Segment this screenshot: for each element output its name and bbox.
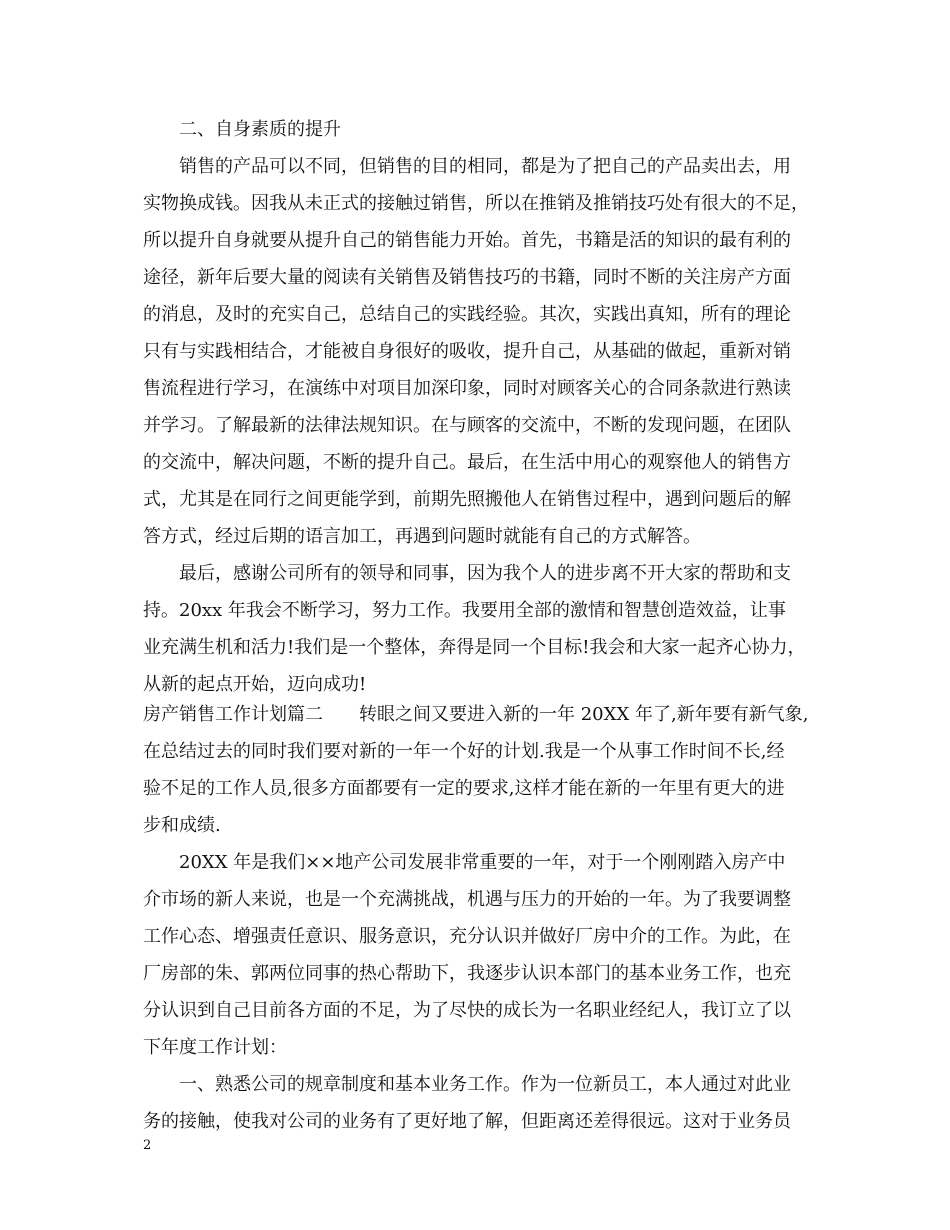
text-line: 验不足的工作人员,很多方面都要有一定的要求,这样才能在新的一年里有更大的进: [143, 778, 785, 799]
text-line: 式，尤其是在同行之间更能学到，前期先照搬他人在销售过程中，遇到问题后的解: [143, 489, 791, 510]
text-line: 的交流中，解决问题，不断的提升自己。最后，在生活中用心的观察他人的销售方: [143, 452, 791, 473]
text-line: 20XX 年是我们××地产公司发展非常重要的一年，对于一个刚刚踏入房产中: [179, 852, 786, 873]
text-line: 介市场的新人来说，也是一个充满挑战，机遇与压力的开始的一年。为了我要调整: [143, 889, 791, 910]
text-line: 最后，感谢公司所有的领导和同事，因为我个人的进步离不开大家的帮助和支: [179, 563, 791, 584]
text-line: 只有与实践相结合，才能被自身很好的吸收，提升自己，从基础的做起，重新对销: [143, 341, 791, 362]
text-line: 销售的产品可以不同，但销售的目的相同，都是为了把自己的产品卖出去，用: [179, 156, 791, 177]
text-line: 持。20xx 年我会不断学习，努力工作。我要用全部的激情和智慧创造效益，让事: [143, 600, 786, 621]
text-line: 售流程进行学习，在演练中对项目加深印象，同时对顾客关心的合同条款进行熟读: [143, 378, 791, 399]
text-line: 一、熟悉公司的规章制度和基本业务工作。作为一位新员工，本人通过对此业: [179, 1074, 791, 1095]
text-line: 从新的起点开始，迈向成功!: [143, 674, 367, 695]
text-line: 业充满生机和活力!我们是一个整体，奔得是同一个目标!我会和大家一起齐心协力，: [143, 637, 806, 658]
text-line: 工作心态、增强责任意识、服务意识，充分认识并做好厂房中介的工作。为此，在: [143, 926, 791, 947]
text-line: 答方式，经过后期的语言加工，再遇到问题时就能有自己的方式解答。: [143, 526, 701, 547]
text-line: 步和成绩.: [143, 815, 221, 836]
text-line: 房产销售工作计划篇二 转眼之间又要进入新的一年 20XX 年了,新年要有新气象,: [143, 704, 809, 725]
text-line: 所以提升自身就要从提升自己的销售能力开始。首先，书籍是活的知识的最有利的: [143, 230, 791, 251]
text-line: 分认识到自己目前各方面的不足，为了尽快的成长为一名职业经纪人，我订立了以: [143, 1000, 791, 1021]
text-line: 厂房部的朱、郭两位同事的热心帮助下，我逐步认识本部门的基本业务工作，也充: [143, 963, 791, 984]
text-line: 并学习。了解最新的法律法规知识。在与顾客的交流中，不断的发现问题，在团队: [143, 415, 791, 436]
text-line: 途径，新年后要大量的阅读有关销售及销售技巧的书籍，同时不断的关注房产方面: [143, 267, 791, 288]
text-line: 在总结过去的同时我们要对新的一年一个好的计划.我是一个从事工作时间不长,经: [143, 741, 785, 762]
text-line: 下年度工作计划：: [143, 1037, 287, 1058]
page-number: 2: [143, 1138, 152, 1153]
text-line: 的消息，及时的充实自己，总结自己的实践经验。其次，实践出真知，所有的理论: [143, 304, 791, 325]
text-line: 务的接触，使我对公司的业务有了更好地了解，但距离还差得很远。这对于业务员: [143, 1111, 791, 1132]
text-line: 实物换成钱。因我从未正式的接触过销售，所以在推销及推销技巧处有很大的不足，: [143, 193, 809, 214]
section-heading: 二、自身素质的提升: [179, 119, 341, 140]
